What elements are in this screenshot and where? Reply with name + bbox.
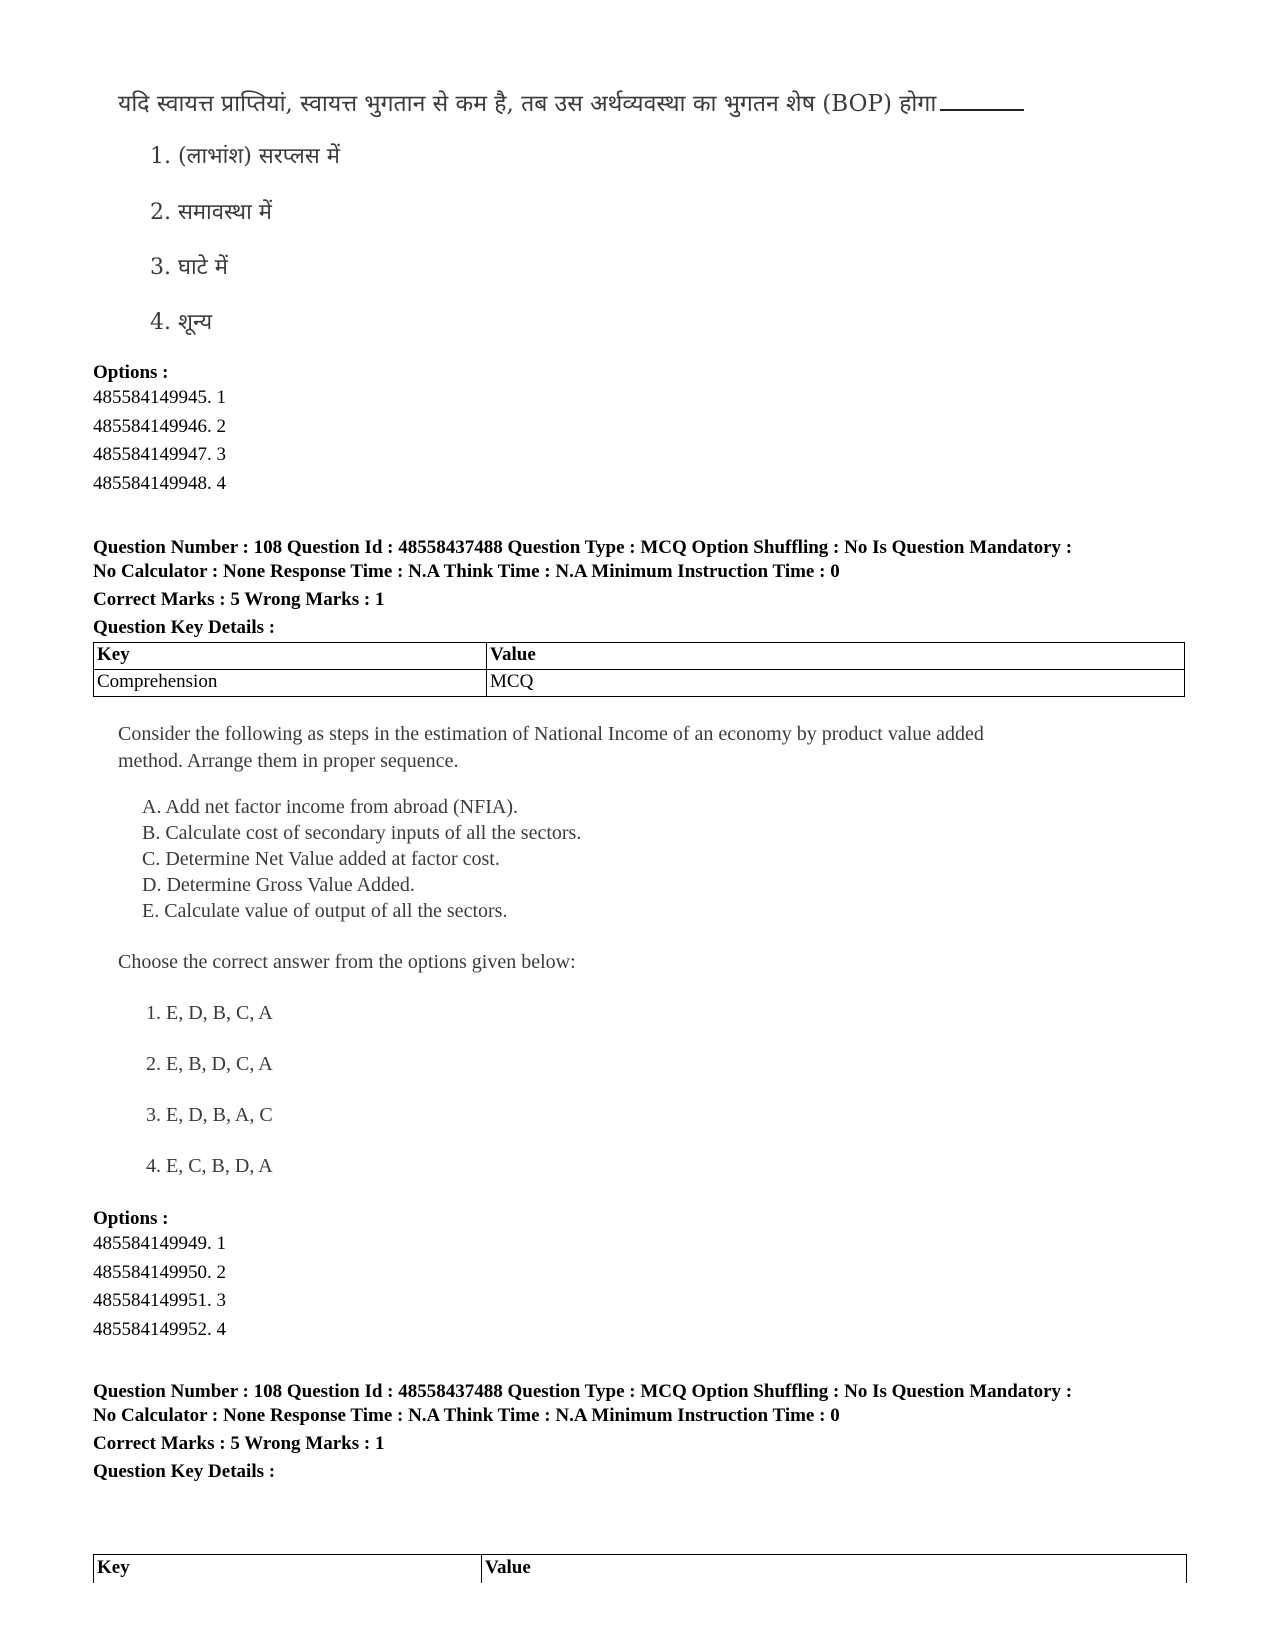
option-item: 485584149946. 2 — [93, 415, 226, 437]
option-item: 485584149947. 3 — [93, 444, 226, 465]
question-stem-hindi — [118, 86, 1024, 118]
table-header-cell: Key — [94, 643, 487, 670]
table-cell: Comprehension — [94, 670, 487, 697]
table-header-cell: Key — [97, 1557, 130, 1578]
question-choice: 4. E, C, B, D, A — [146, 1155, 273, 1177]
sequence-step: B. Calculate cost of secondary inputs of all the sectors. — [142, 822, 582, 844]
question-key-table — [93, 642, 1185, 697]
question-choice: 2. समावस्था में — [150, 200, 272, 225]
question-choice: 2. E, B, D, C, A — [146, 1053, 273, 1075]
table-cell: MCQ — [487, 670, 1185, 697]
table-row — [94, 670, 1185, 697]
question-choice: 1. (लाभांश) सरप्लस में — [150, 144, 340, 169]
options-label: Options : — [93, 1208, 169, 1229]
option-item: 485584149950. 2 — [93, 1261, 226, 1283]
question-meta-line: Question Number : 108 Question Id : 48558437488 Question Type : MCQ Option Shuffling : No Is Question Mandatory : — [93, 537, 1073, 558]
key-details-label: Question Key Details : — [93, 1461, 276, 1482]
table-divider — [481, 1555, 482, 1583]
option-item: 485584149949. 1 — [93, 1233, 226, 1254]
options-label: Options : — [93, 362, 169, 383]
table-header-row — [94, 643, 1185, 670]
sequence-step: E. Calculate value of output of all the sectors. — [142, 900, 508, 922]
sequence-step: C. Determine Net Value added at factor cost. — [142, 848, 500, 870]
question-choice: 1. E, D, B, C, A — [146, 1002, 273, 1024]
question-meta-line: Question Number : 108 Question Id : 48558437488 Question Type : MCQ Option Shuffling : No Is Question Mandatory : — [93, 1381, 1073, 1402]
question-metadata — [93, 1380, 1193, 1484]
question-meta-line: No Calculator : None Response Time : N.A Think Time : N.A Minimum Instruction Time : 0 — [93, 561, 840, 582]
question-stem-english — [118, 721, 1158, 775]
sequence-step: A. Add net factor income from abroad (NFIA). — [142, 796, 518, 818]
question-metadata — [93, 536, 1193, 640]
question-meta-line: No Calculator : None Response Time : N.A Think Time : N.A Minimum Instruction Time : 0 — [93, 1405, 840, 1426]
question-stem-line: Consider the following as steps in the estimation of National Income of an economy by product value added — [118, 723, 984, 745]
option-item: 485584149951. 3 — [93, 1290, 226, 1311]
marks-line: Correct Marks : 5 Wrong Marks : 1 — [93, 589, 385, 610]
marks-line: Correct Marks : 5 Wrong Marks : 1 — [93, 1433, 385, 1454]
options-block — [93, 362, 226, 498]
table-header-cell: Value — [487, 643, 1185, 670]
question-key-table — [93, 1554, 1187, 1583]
option-item: 485584149945. 1 — [93, 387, 226, 408]
choose-instruction: Choose the correct answer from the options given below: — [118, 951, 576, 973]
option-item: 485584149948. 4 — [93, 472, 226, 494]
question-choice: 3. घाटे में — [150, 255, 228, 280]
table-header-cell: Value — [485, 1557, 531, 1578]
key-details-label: Question Key Details : — [93, 617, 276, 638]
question-choice: 4. शून्य — [150, 310, 213, 335]
question-choice: 3. E, D, B, A, C — [146, 1104, 273, 1126]
question-stem-line: method. Arrange them in proper sequence. — [118, 750, 459, 772]
option-item: 485584149952. 4 — [93, 1318, 226, 1340]
question-stem-text: यदि स्वायत्त प्राप्तियां, स्वायत्त भुगतान से कम है, तब उस अर्थव्यवस्था का भुगतन शेष (BOP) होगा — [118, 91, 937, 117]
sequence-step: D. Determine Gross Value Added. — [142, 874, 415, 896]
answer-blank — [940, 109, 1024, 111]
options-block — [93, 1208, 226, 1344]
